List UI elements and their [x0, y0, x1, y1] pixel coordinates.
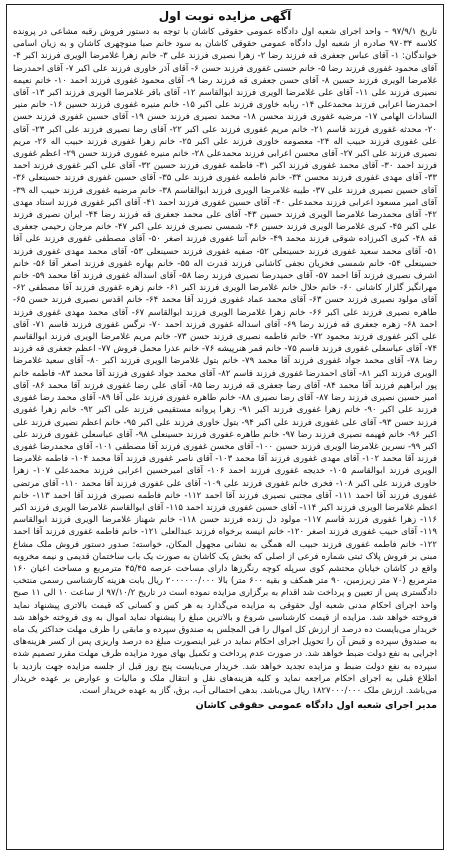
notice-signature: مدیر اجرای شعبه اول دادگاه عمومی حقوقی کاشان: [195, 700, 437, 712]
notice-title: آگهی مزایده نوبت اول: [158, 9, 292, 23]
notice-body: تاریخ ۹۷/۹/۱ – واحد اجرای شعبه اول دادگاه عمومی حقوقی کاشان با توجه به دستور فروش رقبه مشاعی در پرونده کلاسه ۹۷۰۳۴ صادره از شعبه اول دادگاه عمومی حقوقی کاشان به سود خانم صبا منوچهری کاشان و به زیان اسامی خواندگان: ۱- آقای عباس جعفری قه فرزند رضا ۲- زهرا نصیری فرزند علی ۳- خانم زهرا غلامرضا الویری فرزند اکبر ۴- آقای محمود غفوری فرزند رضا ۵- خانم حسنی غفوری فرزند حسن ۶- آقای آذر خاوری فرزند علی اکبر ۷- آقای احمدرضا غلامرضا الویری فرزند حسین ۸- آقای حسن جعفری قه فرزند رضا ۹- آقای محمود غفوری فرزند احمد ۱۰- خانم نعیمه نصیری فرزند علی ۱۱- آقای علی غلامرضا الویری فرزند ابوالقاسم ۱۲- آقای باقر غلامرضا الویری فرزند اکبر ۱۳- آقای احمدرضا اعرابی فرزند محمدعلی ۱۴- ربابه خاوری فرزند علی اکبر ۱۵- خانم منیره غفوری فرزند حسین ۱۶- خانم منیر السادات الهامی ۱۷- مرضیه غفوری فرزند محسن ۱۸- محمد نصیری فرزند حسن ۱۹- آقای حسین غفوری فرزند حسن ۲۰- محدثه غفوری فرزند قاسم ۲۱- خانم مریم غفوری فرزند علی اکبر ۲۲- آقای رضا نصیری فرزند علی اکبر ۲۳- آقای علی غفوری فرزند حبیب اله ۲۴- معصومه خاوری فرزند علی اکبر ۲۵- خانم زهرا غفوری فرزند حبیب اله ۲۶- مریم نصیری فرزند علی اکبر ۲۷- آقای محسن اعرابی فرزند محمدعلی ۲۸- خانم منیره غفوری فرزند حسن ۲۹- اعظم غفوری فرزند احمد ۳۰- آقای محمد غفوری فرزند اکبر ۳۱- فاطمه غفوری فرزند حسین ۳۲- آقای علی اکبر غفوری فرزند احمد ۳۳- آقای مهدی غفوری فرزند محسن ۳۴- خانم فاطمه غفوری فرزند علی ۳۵- آقای حسین غفوری فرزند حسینعلی ۳۶- آقای حسین نصیری فرزند علی ۳۷- طیبه غلامرضا الویری فرزند ابوالقاسم ۳۸- خانم مرضیه غفوری فرزند حبیب اله ۳۹- آقای امیر مسعود اعرابی فرزند محمدعلی ۴۰- آقای حسین غفوری فرزند احمد ۴۱- آقای اکبر غفوری فرزند استاد مهدی ۴۲- آقای محمدرضا غلامرضا الویری فرزند حسین ۴۳- آقای علی محمد جعفری قه فرزند رضا ۴۴- ایران نصیری فرزند علی اکبر ۴۵- کبری غلامرضا الویری فرزند حسین ۴۶- شمسی نصیری فرزند علی اکبر ۴۷- خانم مرجان رحیمی جعفری قه ۴۸- کبری اکبرزاده شوقی فرزند محمد ۴۹- خانم آتنا غفوری فرزند اصغر ۵۰- آقای مصطفی غفوری فرزند علی آقا ۵۱- آقای محمد سعید غفوری فرزند حسینعلی ۵۲- صفیه غفوری فرزند حسینعلی ۵۳- آقای محمد مهدی غفوری فرزند حسینعلی ۵۴- خانم شمسی فخریان نجفی کاشانی فرزند قدرت اله ۵۵- خانم بهاره غفوری فرزند اصغر آقا ۵۶- خانم اشرف نصیری فرزند آقا احمد ۵۷- آقای حمیدرضا نصیری فرزند رضا ۵۸- آقای اسداله غفوری فرزند آقا محمد ۵۹- خانم مهرانگیز گلزار کاشانی ۶۰- خانم حلال خانم غلامرضا الویری فرزند اکبر ۶۱- خانم زهره غفوری فرزند آقا مصطفی ۶۲- آقای مولود نصیری فرزند حسن ۶۳- آقای محمد عماد غفوری فرزند آقا محمد ۶۴- خانم اقدس نصیری فرزند حسن ۶۵- طاهره نصیری فرزند علی اکبر ۶۶- خانم زهرا غلامرضا الویری فرزند ابوالقاسم ۶۷- آقای محمد مهدی غفوری فرزند احمد ۶۸- زهره جعفری قه فرزند رضا ۶۹- آقای اسداله غفوری فرزند احمد ۷۰- نرگس غفوری فرزند قاسم ۷۱- آقای علی اکبر غفوری فرزند محمود ۷۲- خانم فاطمه نصیری فرزند حسن ۷۳- خانم مریم غلامرضا الویری فرزند ابوالقاسم ۷۴- آقای عباسعلی غفوری فرزند قاسم ۷۵- خانم قمر هنرپیشه ۷۶- خانم عذرا محمل فروش ۷۷- اعظم جعفری قه فرزند رضا ۷۸- آقای محمد جواد غفوری فرزند آقا محمد ۷۹- خانم بتول غلامرضا الویری فرزند اکبر ۸۰- آقای سعید غلامرضا الویری فرزند اکبر ۸۱- آقای احمدرضا غفوری فرزند قاسم ۸۲- آقای محمد جواد غفوری فرزند آقا محمد ۸۳- فاطمه خانم پور ابراهیم فرزند آقا محمد ۸۴- آقای رضا جعفری قه فرزند رضا ۸۵- آقای علی رضا غفوری فرزند آقا محمد ۸۶- آقای امیر حسین نصیری فرزند رضا ۸۷- آقای رضا نصیری ۸۸- خانم طاهره غفوری فرزند علی آقا ۸۹- آقای محمد رضا غفوری فرزند علی اکبر ۹۰- خانم زهرا غفوری فرزند اکبر ۹۱- زهرا پروانه مستقیمی فرزند علی اکبر ۹۲- خانم زهرا غفوری فرزند حسن ۹۳- آقای علی غفوری فرزند علی اکبر ۹۴- بتول خاوری فرزند علی اکبر ۹۵- خانم اعظم نصیری فرزند علی اکبر ۹۶- خانم فهیمه نصیری فرزند رضا ۹۷- خانم طاهره غفوری فرزند حسینعلی ۹۸- آقای عباسعلی غفوری فرزند علی اکبر ۹۹- نسرین غلامرضا الویری فرزند حسین ۱۰۰- آقای محسن غفوری فرزند آقا مصطفی ۱۰۱- آقای محمدرضا غفوری فرزند آقا محمد ۱۰۲- آقای مهدی غفوری فرزند آقا محمد ۱۰۳- آقای ناصر غفوری فرزند آقا محمد ۱۰۴- فاطمه غلامرضا الویری فرزند ابوالقاسم ۱۰۵- خدیجه غفوری فرزند احمد ۱۰۶- آقای امیرحسین اعرابی فرزند محمدعلی ۱۰۷- زهرا خاوری فرزند علی اکبر ۱۰۸- فخری خانم غفوری فرزند علی ۱۰۹- آقای علی غفوری فرزند آقا محمد ۱۱۰- آقای مرتضی غفوری فرزند آقا احمد ۱۱۱- آقای مجتبی نصیری فرزند آقا احمد ۱۱۲- خانم فاطمه نصیری فرزند آقا احمد ۱۱۳- خانم اعظم غلامرضا الویری فرزند اکبر ۱۱۴- آقای حسین غفوری فرزند احمد ۱۱۵- آقای ابوالقاسم غلامرضا الویری فرزند اکبر ۱۱۶- زهرا غفوری فرزند قاسم ۱۱۷- مولود دل زنده فرزند حسن ۱۱۸- خانم شهناز غلامرضا الویری فرزند ابوالقاسم ۱۱۹- آقای حبیب غفوری فرزند اصغر ۱۲۰- خانم انیسه برخواه فرزند عبدالعلی ۱۲۱- خانم فاطمه غفوری فرزند آقا احمد ۱۲۲- خانم فاطمه غفوری فرزند حبیب اله همگی به نشانی مجهول المکان، خواسته: صدور دستور فروش ملک مشاع مبنی بر فروش پلاک ثبتی شماره فرعی از اصلی که بخش یک کاشان به صورت یک باب ساختمان قدیمی و نیمه مخروبه واقع در کاشان خیابان محتشم کوی سرپله کوچه رنگرزها دارای مساحت عرصه ۴۵/۴۵ مترمربع و مساحت اعیان ۱۶۰ مترمربع (۷۰ متر زیرزمین، ۹۰ متر همکف و بقیه ۶۰۰ متر) بالا ۲۰۰۰۰۰۰/۰۰۰ ریال بابت هزینه کارشناسی رسمی منتخب دادگستری پس از تعیین و پرداخت شد اقدام به برگزاری مزایده نموده است در تاریخ ۹۷/۱۰/۲ از ساعت ۱۰ الی ۱۱ صبح واحد اجرای احکام مدنی شعبه اول حقوقی به مزایده می‌گذارد به هر کس و کسانی که قیمت بالاتری پیشنهاد نماید فروخته خواهد شد. مزایده از قیمت کارشناسی شروع و بالاترین مبلغ را پیشنهاد نماید اموال به وی فروخته خواهد شد خریدار می‌بایست ده درصد از ارزش کل اموال را فی المجلس به صندوق سپرده و مابقی را ظرف مهلت حداکثر یک ماه به صندوق سپرده و قبض آن را تحویل اجرای احکام نماید در غیر اینصورت مبلغ ده درصد واریزی پس از کسر هزینه‌های اجرایی به نفع دولت ضبط خواهد شد. در صورت عدم پرداخت و تکمیل بهای مورد مزایده ظرف مهلت مقرر تصمیم شده سپرده به نفع دولت ضبط و مزایده تجدید خواهد شد. خریدار می‌بایست پنج روز قبل از جلسه مزایده جهت بازدید با اطلاع قبلی به اجرای احکام مراجعه نماید و کلیه هزینه‌های نقل و انتقال ملک و مالیات و عوارض بر عهده خریدار می‌باشد. ارزش ملک ۱۸۲۷۰۰۰/۰۰۰ ریال می‌باشد. بدهی احتمالی آب، برق، گاز به عهده خریدار است.: [13, 27, 438, 696]
auction-notice: [6, 4, 444, 850]
